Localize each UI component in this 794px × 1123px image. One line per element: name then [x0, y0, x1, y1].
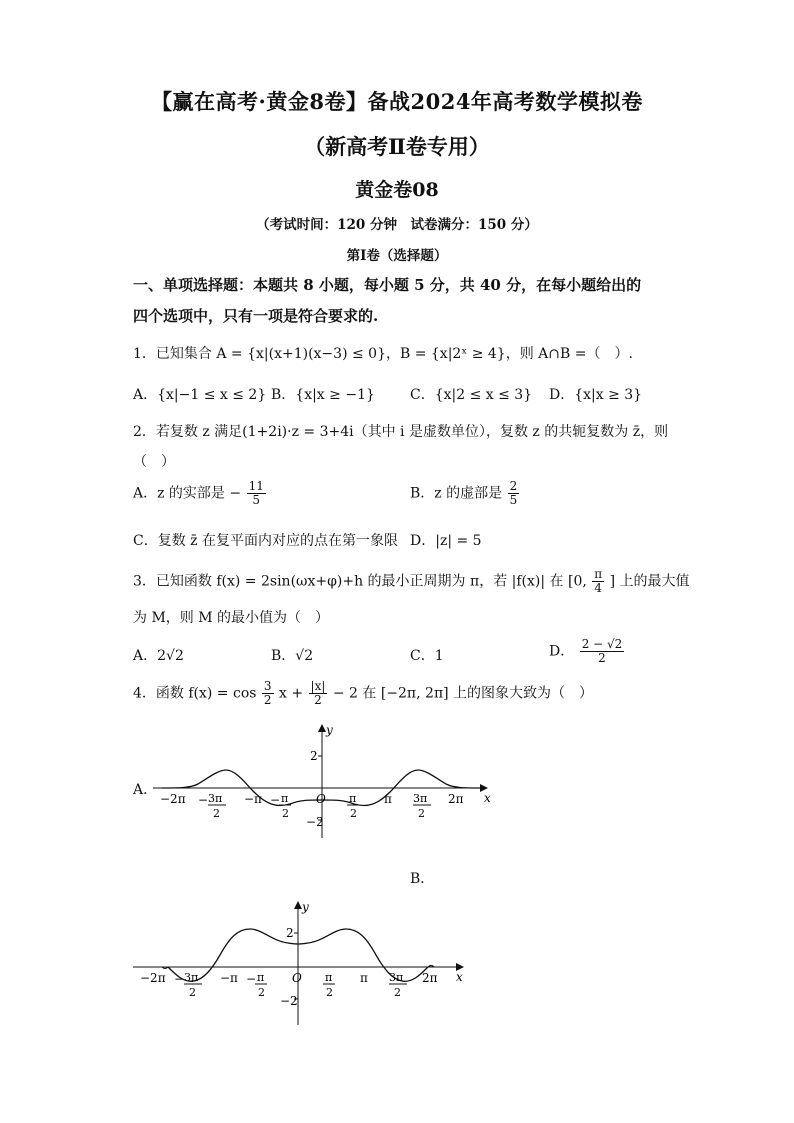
section-instruction-line1: 一、单项选择题：本题共 8 小题，每小题 5 分，共 40 分，在每小题给出的 — [133, 276, 642, 294]
part-title: 第Ⅰ卷（选择题） — [346, 248, 448, 264]
tick-label-2: 2 — [350, 807, 357, 820]
tick-label-pi: π — [325, 971, 333, 984]
question-2-option-d[interactable]: D．|z| = 5 — [410, 533, 482, 549]
tick-label-minus: − — [198, 793, 209, 807]
question-2-option-c[interactable]: C．复数 z̄ 在复平面内对应的点在第一象限 — [133, 533, 398, 549]
y-axis-label: y — [326, 723, 333, 737]
y-tick-label-neg: −2 — [306, 815, 324, 829]
stem-text: 4．函数 f(x) = cos — [133, 685, 257, 702]
fraction — [247, 480, 266, 507]
tick-label-2pi: 2π — [448, 792, 464, 806]
question-1-option-a[interactable]: A．{x|−1 ≤ x ≤ 2} — [133, 387, 267, 403]
numerator: |x| — [310, 679, 326, 693]
numerator: 2 − √2 — [581, 637, 623, 651]
denominator: 2 — [598, 651, 606, 665]
fraction — [580, 638, 625, 665]
question-3-stem — [133, 568, 690, 595]
x-axis-label: x — [456, 970, 463, 984]
tick-label-2: 2 — [394, 986, 401, 999]
tick-label-2pi: 2π — [422, 971, 438, 985]
exam-info: （考试时间：120 分钟 试卷满分：150 分） — [256, 217, 538, 233]
question-1-option-d[interactable]: D．{x|x ≥ 3} — [549, 387, 643, 403]
y-tick-label-pos: 2 — [286, 926, 294, 940]
tick-label-minus: − — [270, 793, 281, 807]
tick-label-2: 2 — [282, 807, 289, 820]
denominator: 2 — [263, 693, 272, 707]
tick-label-2: 2 — [418, 807, 425, 820]
question-1-stem: 1．已知集合 A = {x|(x+1)(x−3) ≤ 0}，B = {x|2ˣ ≥ 4}，则 A∩B =（ ）. — [133, 346, 633, 362]
tick-label-minus: − — [246, 972, 257, 986]
fraction — [592, 568, 604, 595]
option-d-text: D． — [549, 643, 575, 660]
question-3-option-d[interactable] — [549, 638, 625, 665]
numerator: π — [594, 567, 603, 581]
fraction — [262, 680, 274, 707]
fraction — [508, 480, 520, 507]
y-tick-label-neg: −2 — [280, 994, 298, 1008]
tick-label-pi: π — [349, 792, 357, 805]
tick-label-pi-main: π — [360, 971, 368, 985]
tick-label-neg-2pi: −2π — [160, 792, 186, 806]
denominator: 4 — [594, 581, 603, 595]
graph-option-b[interactable] — [128, 895, 478, 1030]
tick-label-pi: π — [257, 971, 265, 984]
question-1-option-c[interactable]: C．{x|2 ≤ x ≤ 3} — [410, 387, 533, 403]
question-4-option-b-label[interactable]: B． — [410, 871, 435, 887]
numerator: 2 — [509, 479, 518, 493]
origin-label: O — [316, 792, 326, 806]
y-tick-label-pos: 2 — [310, 749, 318, 763]
stem-text: − 2 在 [−2π, 2π] 上的图象大致为（ ） — [332, 685, 594, 702]
fraction — [309, 680, 328, 707]
numerator: 3 — [263, 679, 272, 693]
stem-text: x + — [279, 685, 304, 702]
tick-label-2: 2 — [189, 986, 196, 999]
tick-label-2: 2 — [213, 807, 220, 820]
tick-label-neg-pi: −π — [244, 792, 262, 806]
question-1-option-b[interactable]: B．{x|x ≥ −1} — [271, 387, 375, 403]
paper-subtitle: （新高考Ⅱ卷专用） — [304, 134, 490, 159]
question-3-option-b[interactable]: B．√2 — [271, 648, 314, 664]
tick-label-neg-2pi: −2π — [140, 971, 166, 985]
paper-title: 【赢在高考·黄金8卷】备战2024年高考数学模拟卷 — [151, 89, 643, 114]
section-instruction-line2: 四个选项中，只有一项是符合要求的. — [133, 307, 379, 325]
question-3-option-c[interactable]: C．1 — [410, 648, 444, 664]
y-axis-arrow — [294, 901, 302, 909]
tick-label-3pi: 3π — [184, 971, 199, 984]
tick-label-3pi: 3π — [413, 792, 428, 805]
question-3-option-a[interactable]: A．2√2 — [133, 648, 184, 664]
stem-text: 3．已知函数 f(x) = 2sin(ωx+φ)+h 的最小正周期为 π，若 |f(x)| 在 [0, — [133, 573, 587, 590]
question-2-option-b[interactable] — [410, 480, 520, 507]
question-2-option-a[interactable] — [133, 480, 267, 507]
stem-text: ] 上的最大值 — [609, 573, 690, 590]
y-axis-arrow — [318, 724, 326, 732]
option-b-text: B．z 的虚部是 — [410, 485, 503, 502]
origin-label: O — [292, 971, 302, 985]
tick-label-3pi: 3π — [208, 792, 223, 805]
x-axis-label: x — [484, 791, 491, 805]
y-axis-label: y — [302, 900, 309, 914]
graph-option-a[interactable] — [150, 720, 500, 845]
question-2-stem-paren: （ ） — [133, 454, 175, 470]
tick-label-neg-pi: −π — [220, 971, 238, 985]
tick-label-minus: − — [174, 972, 185, 986]
option-a-text: A．z 的实部是 − — [133, 485, 242, 502]
denominator: 5 — [509, 493, 518, 507]
denominator: 2 — [314, 693, 322, 707]
numerator: 11 — [248, 479, 264, 493]
tick-label-2: 2 — [326, 986, 333, 999]
tick-label-3pi: 3π — [389, 971, 404, 984]
paper-name: 黄金卷08 — [355, 179, 439, 201]
question-4-option-a-label[interactable]: A． — [133, 782, 158, 798]
tick-label-pi-main: π — [384, 792, 392, 806]
tick-label-2: 2 — [258, 986, 265, 999]
denominator: 5 — [252, 493, 261, 507]
question-2-stem: 2．若复数 z 满足(1+2i)·z = 3+4i（其中 i 是虚数单位），复数 z 的共轭复数为 z̄，则 — [133, 424, 669, 440]
question-3-stem-line2: 为 M，则 M 的最小值为（ ） — [133, 610, 330, 626]
question-4-stem — [133, 680, 593, 707]
tick-label-pi: π — [281, 792, 289, 805]
